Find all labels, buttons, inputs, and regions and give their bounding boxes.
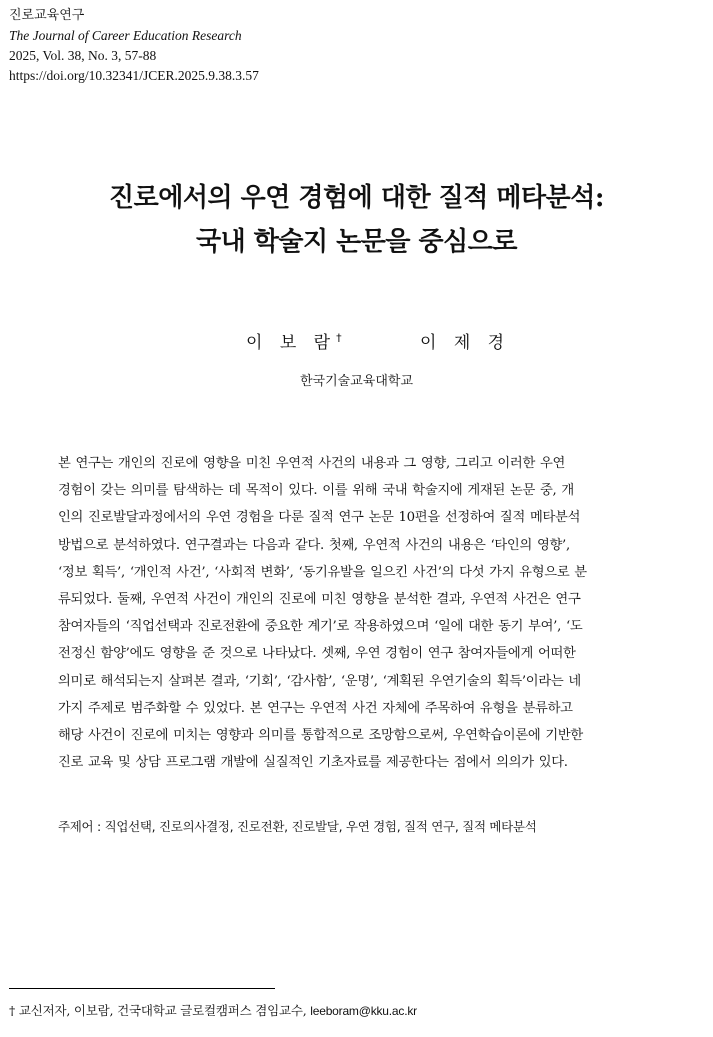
abstract-line: 참여자들의 ‘직업선택과 진로전환에 중요한 계기’로 작용하였으며 ‘일에 대한 동기 부여’, ‘도	[58, 619, 583, 635]
abstract-line: 전정신 함양’에도 영향을 준 것으로 나타났다. 셋째, 우연 경험이 연구 참여자들에게 어떠한	[58, 646, 576, 662]
abstract-line: 진로 교육 및 상담 프로그램 개발에 실질적인 기초자료를 제공한다는 점에서 의의가 있다.	[58, 755, 568, 771]
abstract-line: 인의 진로발달과정에서의 우연 경험을 다룬 질적 연구 논문 10편을 선정하여 질적 메타분석	[58, 510, 581, 526]
footnote-text: 교신저자, 이보람, 건국대학교 글로컬캠퍼스 겸임교수,	[18, 1003, 307, 1018]
footnote	[9, 1001, 417, 1019]
doi-link[interactable]: https://doi.org/10.32341/JCER.2025.9.38.3.57	[9, 68, 259, 83]
author-2: 이 제 경	[420, 333, 511, 353]
journal-header	[9, 6, 259, 86]
title-line-1: 진로에서의 우연 경험에 대한 질적 메타분석:	[109, 183, 604, 213]
title-line-2: 국내 학술지 논문을 중심으로	[195, 227, 518, 257]
footnote-divider	[9, 988, 275, 989]
paper-title	[0, 176, 713, 264]
abstract-line: 본 연구는 개인의 진로에 영향을 미친 우연적 사건의 내용과 그 영향, 그리고 이러한 우연	[58, 456, 566, 471]
abstract-line: 경험이 갖는 의미를 탐색하는 데 목적이 있다. 이를 위해 국내 학술지에 게재된 논문 중, 개	[58, 483, 574, 499]
corresponding-author-mark: †	[336, 331, 342, 345]
volume-info: 2025, Vol. 38, No. 3, 57-88	[9, 48, 157, 63]
abstract-line: 가지 주제로 범주화할 수 있었다. 본 연구는 우연적 사건 자체에 주목하여 유형을 분류하고	[58, 700, 573, 716]
abstract-line: 방법으로 분석하였다. 연구결과는 다음과 같다. 첫째, 우연적 사건의 내용은 ‘타인의 영향’,	[58, 537, 570, 553]
keywords: 주제어 : 직업선택, 진로의사결정, 진로전환, 진로발달, 우연 경험, 질적 연구, 질적 메타분석	[58, 819, 537, 834]
journal-name-korean: 진로교육연구	[9, 8, 85, 23]
abstract-line: 류되었다. 둘째, 우연적 사건이 개인의 진로에 미친 영향을 분석한 결과, 우연적 사건은 연구	[58, 592, 581, 608]
footnote-mark: †	[9, 1003, 16, 1018]
affiliation: 한국기술교육대학교	[299, 374, 414, 389]
corresponding-email[interactable]: leeboram@kku.ac.kr	[310, 1004, 417, 1018]
abstract-line: 의미로 해석되는지 살펴본 결과, ‘기회’, ‘감사함’, ‘운명’, ‘계획된 우연기술의 획득’이라는 네	[58, 673, 581, 689]
journal-name-english: The Journal of Career Education Research	[9, 28, 242, 43]
author-1-name: 이 보 람	[246, 333, 337, 353]
abstract	[58, 450, 684, 776]
author-1	[246, 328, 342, 353]
abstract-line: ‘정보 획득’, ‘개인적 사건’, ‘사회적 변화’, ‘동기유발을 일으킨 사건’의 다섯 가지 유형으로 분	[58, 564, 587, 580]
abstract-line: 해당 사건이 진로에 미치는 영향과 의미를 통합적으로 조망함으로써, 우연학습이론에 기반한	[58, 728, 583, 744]
